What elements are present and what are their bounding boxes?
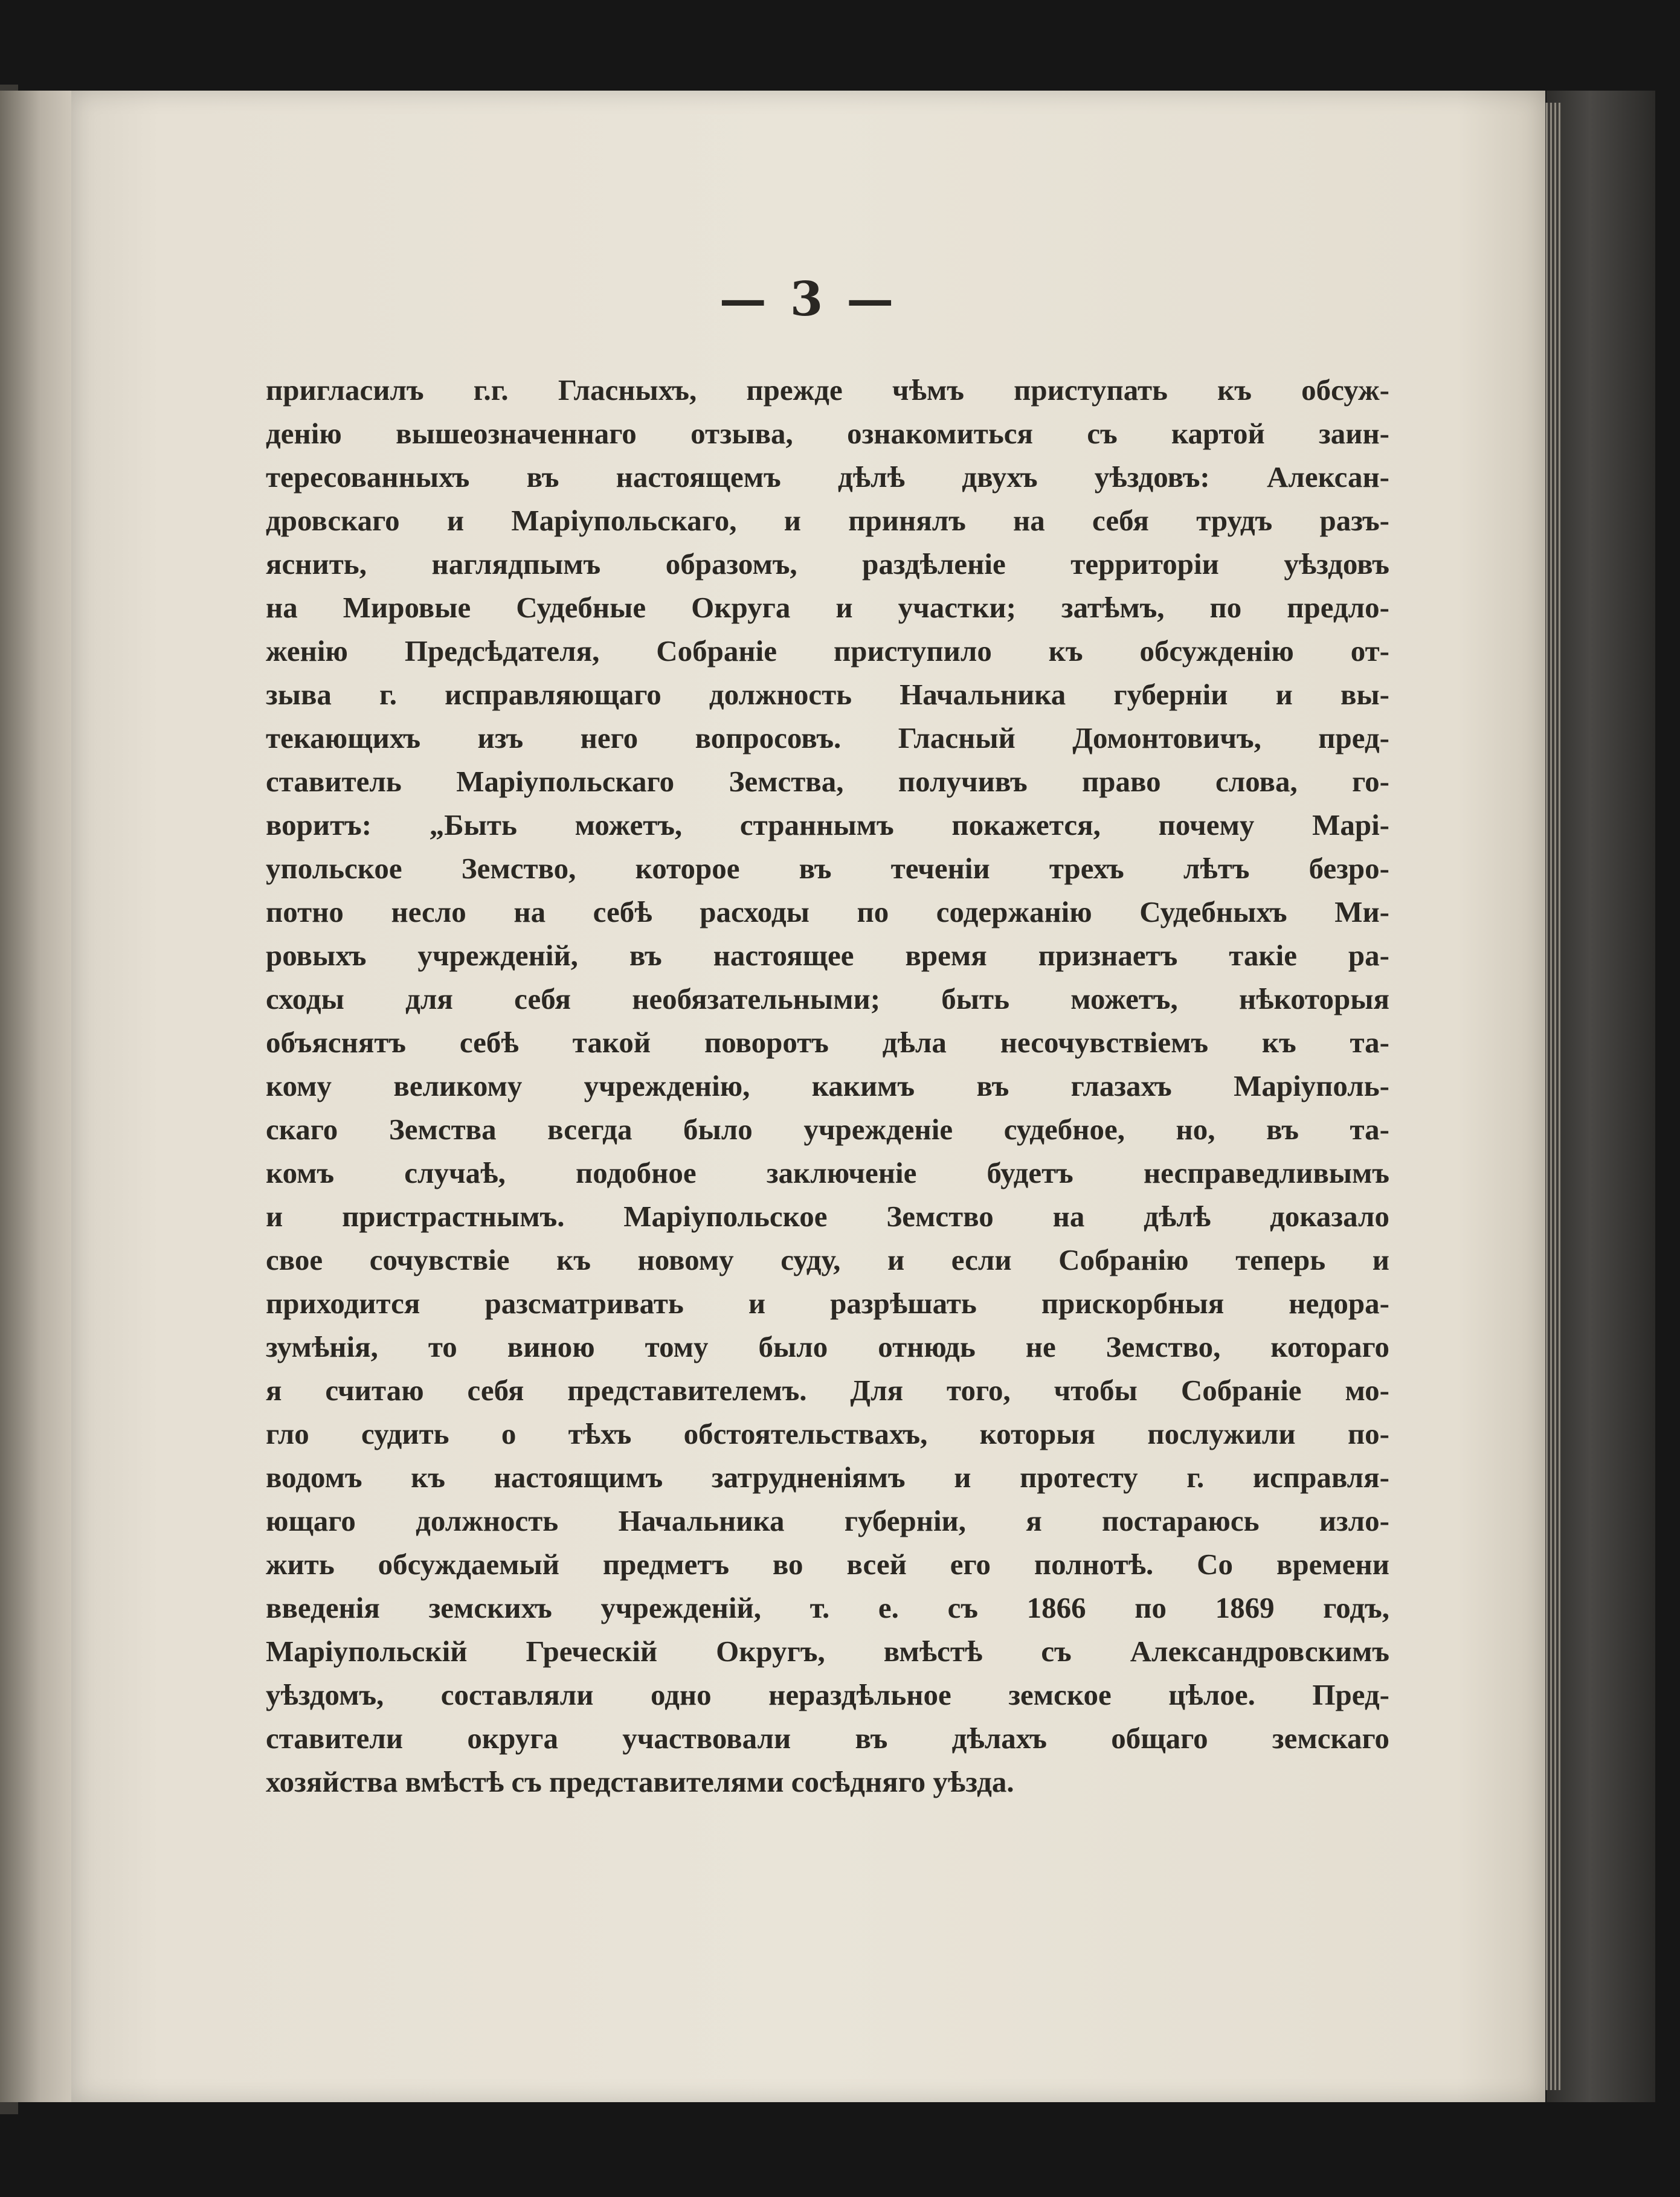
text-line: свое сочувствіе къ новому суду, и если Собранію теперь и: [266, 1243, 1389, 1276]
text-line: объяснятъ себѣ такой поворотъ дѣла несочувствіемъ къ та-: [266, 1026, 1389, 1059]
text-line: ставитель Маріупольскаго Земства, получивъ право слова, го-: [266, 765, 1389, 798]
text-line: текающихъ изъ него вопросовъ. Гласный Домонтовичъ, пред-: [266, 721, 1389, 754]
book-page: [71, 91, 1545, 2102]
text-line: сходы для себя необязательными; быть можетъ, нѣкоторыя: [266, 982, 1389, 1015]
text-line: зыва г. исправляющаго должность Начальника губерніи и вы-: [266, 678, 1389, 711]
text-line: женію Предсѣдателя, Собраніе приступило къ обсужденію от-: [266, 634, 1389, 667]
text-line: хозяйства вмѣстѣ съ представителями сосѣдняго уѣзда.: [266, 1765, 1014, 1798]
text-line: и пристрастнымъ. Маріупольское Земство на дѣлѣ доказало: [266, 1200, 1389, 1233]
page-number: — 3 —: [719, 272, 898, 327]
text-line: жить обсуждаемый предметъ во всей его полнотѣ. Со времени: [266, 1548, 1389, 1581]
text-line: денію вышеозначеннаго отзыва, ознакомиться съ картой заин-: [266, 417, 1389, 450]
text-line: яснить, наглядпымъ образомъ, раздѣленіе территоріи уѣздовъ: [266, 547, 1389, 581]
body-text: [266, 368, 1389, 1804]
previous-page-edge: [0, 91, 72, 2102]
text-line: дровскаго и Маріупольскаго, и принялъ на себя трудъ разъ-: [266, 504, 1389, 537]
text-line: введенія земскихъ учрежденій, т. е. съ 1866 по 1869 годъ,: [266, 1591, 1389, 1624]
text-line: комъ случаѣ, подобное заключеніе будетъ несправедливымъ: [266, 1156, 1389, 1189]
text-line: воритъ: „Быть можетъ, страннымъ покажется, почему Марі-: [266, 808, 1389, 841]
text-line: водомъ къ настоящимъ затрудненіямъ и протесту г. исправля-: [266, 1461, 1389, 1494]
text-line: гло судить о тѣхъ обстоятельствахъ, которыя послужили по-: [266, 1417, 1389, 1450]
book-cover-board: [1546, 91, 1655, 2102]
text-line: скаго Земства всегда было учрежденіе судебное, но, въ та-: [266, 1113, 1389, 1146]
text-line: ющаго должность Начальника губерніи, я постараюсь изло-: [266, 1504, 1389, 1537]
text-line: Маріупольскій Греческій Округъ, вмѣстѣ съ Александровскимъ: [266, 1635, 1389, 1668]
text-line: кому великому учрежденію, какимъ въ глазахъ Маріуполь-: [266, 1069, 1389, 1102]
text-line: зумѣнія, то виною тому было отнюдь не Земство, котораго: [266, 1330, 1389, 1363]
text-line: я считаю себя представителемъ. Для того, чтобы Собраніе мо-: [266, 1374, 1389, 1407]
text-line: тересованныхъ въ настоящемъ дѣлѣ двухъ уѣздовъ: Алексан-: [266, 460, 1389, 494]
text-line: приходится разсматривать и разрѣшать прискорбныя недора-: [266, 1287, 1389, 1320]
text-line: потно несло на себѣ расходы по содержанію Судебныхъ Ми-: [266, 895, 1389, 928]
text-line: ровыхъ учрежденій, въ настоящее время признаетъ такіе ра-: [266, 939, 1389, 972]
text-line: ставители округа участвовали въ дѣлахъ общаго земскаго: [266, 1722, 1389, 1755]
text-line: уѣздомъ, составляли одно нераздѣльное земское цѣлое. Пред-: [266, 1678, 1389, 1711]
text-line: пригласилъ г.г. Гласныхъ, прежде чѣмъ приступать къ обсуж-: [266, 373, 1389, 407]
text-line: упольское Земство, которое въ теченіи трехъ лѣтъ безро-: [266, 852, 1389, 885]
text-line: на Мировые Судебные Округа и участки; затѣмъ, по предло-: [266, 591, 1389, 624]
